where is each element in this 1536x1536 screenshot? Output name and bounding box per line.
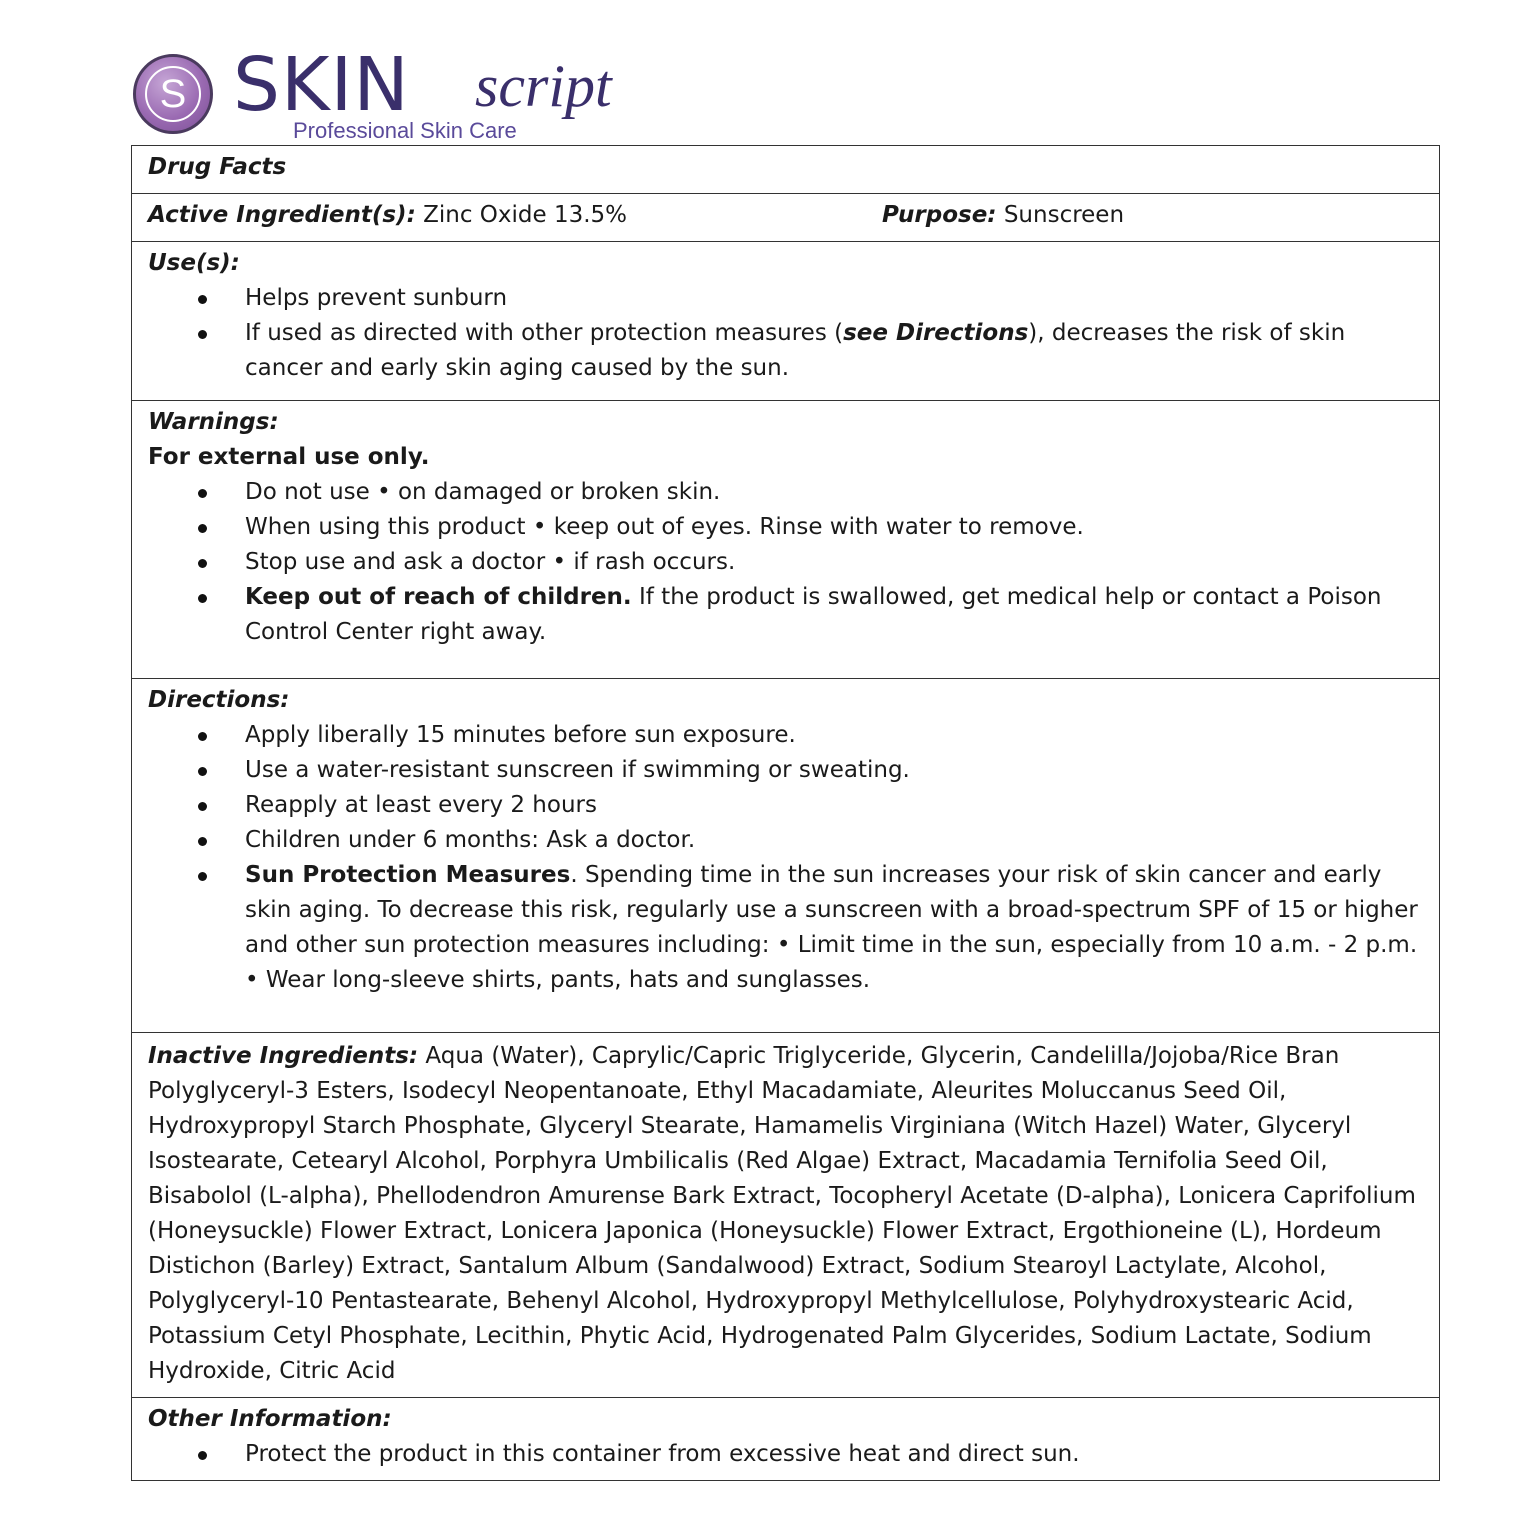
list-item xyxy=(148,316,1423,386)
uses-section xyxy=(132,242,1439,401)
active-ingredient-label: Active Ingredient(s): xyxy=(148,202,416,228)
see-directions-ref: see Directions xyxy=(843,320,1029,346)
text-run: If the product is swallowed, get medical help or contact a Poison Control Center right away. xyxy=(245,584,1382,645)
other-information-list xyxy=(148,1437,1423,1472)
logo-emblem-letter: S xyxy=(145,66,201,122)
list-item: Children under 6 months: Ask a doctor. xyxy=(148,823,1423,858)
list-item: Use a water-resistant sunscreen if swimming or sweating. xyxy=(148,753,1423,788)
other-information-section xyxy=(132,1398,1439,1480)
inactive-ingredients-label: Inactive Ingredients: xyxy=(148,1043,419,1069)
list-item: Helps prevent sunburn xyxy=(148,281,1423,316)
other-information-heading: Other Information: xyxy=(148,1406,392,1432)
drug-facts-panel xyxy=(131,145,1440,1481)
children-warning: Keep out of reach of children. xyxy=(245,584,632,610)
list-item xyxy=(148,580,1423,650)
list-item: Protect the product in this container from excessive heat and direct sun. xyxy=(148,1437,1423,1472)
active-ingredient-value: Zinc Oxide 13.5% xyxy=(423,202,628,228)
text-run: ), decreases the risk of skin cancer and early skin aging caused by the sun. xyxy=(245,320,1346,381)
logo-tagline: Professional Skin Care xyxy=(293,118,517,143)
warnings-heading: Warnings: xyxy=(148,409,279,435)
drug-facts-title-row xyxy=(132,146,1439,194)
directions-heading: Directions: xyxy=(148,687,290,713)
drug-facts-title: Drug Facts xyxy=(148,154,287,180)
warnings-section xyxy=(132,401,1439,679)
list-item: Reapply at least every 2 hours xyxy=(148,788,1423,823)
brand-logo xyxy=(133,42,653,145)
purpose xyxy=(882,198,1124,233)
uses-list xyxy=(148,281,1423,386)
list-item xyxy=(148,858,1423,998)
text-run: . Spending time in the sun increases your risk of skin cancer and early skin aging. To decrease this risk, regularly use a sunscreen with a broad-spectrum SPF of 15 or higher and other sun protection measures including: • Limit time in the sun, especially from 10 a.m. - 2 p.m. • Wear long-sleeve shirts, pants, hats and sunglasses. xyxy=(245,862,1418,993)
sun-protection-heading: Sun Protection Measures xyxy=(245,862,571,888)
list-item: Do not use • on damaged or broken skin. xyxy=(148,475,1423,510)
logo-emblem xyxy=(133,54,213,134)
inactive-ingredients-list: Aqua (Water), Caprylic/Capric Triglyceride, Glycerin, Candelilla/Jojoba/Rice Bran Polyglyceryl-3 Esters, Isodecyl Neopentanoate, Ethyl Macadamiate, Aleurites Moluccanus Seed Oil, Hydroxypropyl Starch Phosphate, Glyceryl Stearate, Hamamelis Virginiana (Witch Hazel) Water, Glyceryl Isostearate, Cetearyl Alcohol, Porphyra Umbilicalis (Red Algae) Extract, Macadamia Ternifolia Seed Oil, Bisabolol (L-alpha), Phellodendron Amurense Bark Extract, Tocopheryl Acetate (D-alpha), Lonicera Caprifolium (Honeysuckle) Flower Extract, Lonicera Japonica (Honeysuckle) Flower Extract, Ergothioneine (L), Hordeum Distichon (Barley) Extract, Santalum Album (Sandalwood) Extract, Sodium Stearoyl Lactylate, Alcohol, Polyglyceryl-10 Pentastearate, Behenyl Alcohol, Hydroxypropyl Methylcellulose, Polyhydroxystearic Acid, Potassium Cetyl Phosphate, Lecithin, Phytic Acid, Hydrogenated Palm Glycerides, Sodium Lactate, Sodium Hydroxide, Citric Acid xyxy=(148,1043,1416,1384)
warnings-list xyxy=(148,475,1423,650)
list-item: When using this product • keep out of eyes. Rinse with water to remove. xyxy=(148,510,1423,545)
directions-list xyxy=(148,718,1423,998)
logo-brand-word: SKIN xyxy=(233,42,410,128)
logo-script-word: script xyxy=(475,53,612,119)
directions-section xyxy=(132,679,1439,1033)
text-run: If used as directed with other protection measures ( xyxy=(245,320,844,346)
list-item: Stop use and ask a doctor • if rash occurs. xyxy=(148,545,1423,580)
purpose-value: Sunscreen xyxy=(1003,202,1125,228)
list-item: Apply liberally 15 minutes before sun exposure. xyxy=(148,718,1423,753)
uses-heading: Use(s): xyxy=(148,250,240,276)
inactive-ingredients-section xyxy=(132,1033,1439,1398)
warnings-subheading: For external use only. xyxy=(148,444,430,470)
active-ingredient-row xyxy=(132,194,1439,242)
purpose-label: Purpose: xyxy=(882,202,997,228)
active-ingredient xyxy=(148,198,882,233)
